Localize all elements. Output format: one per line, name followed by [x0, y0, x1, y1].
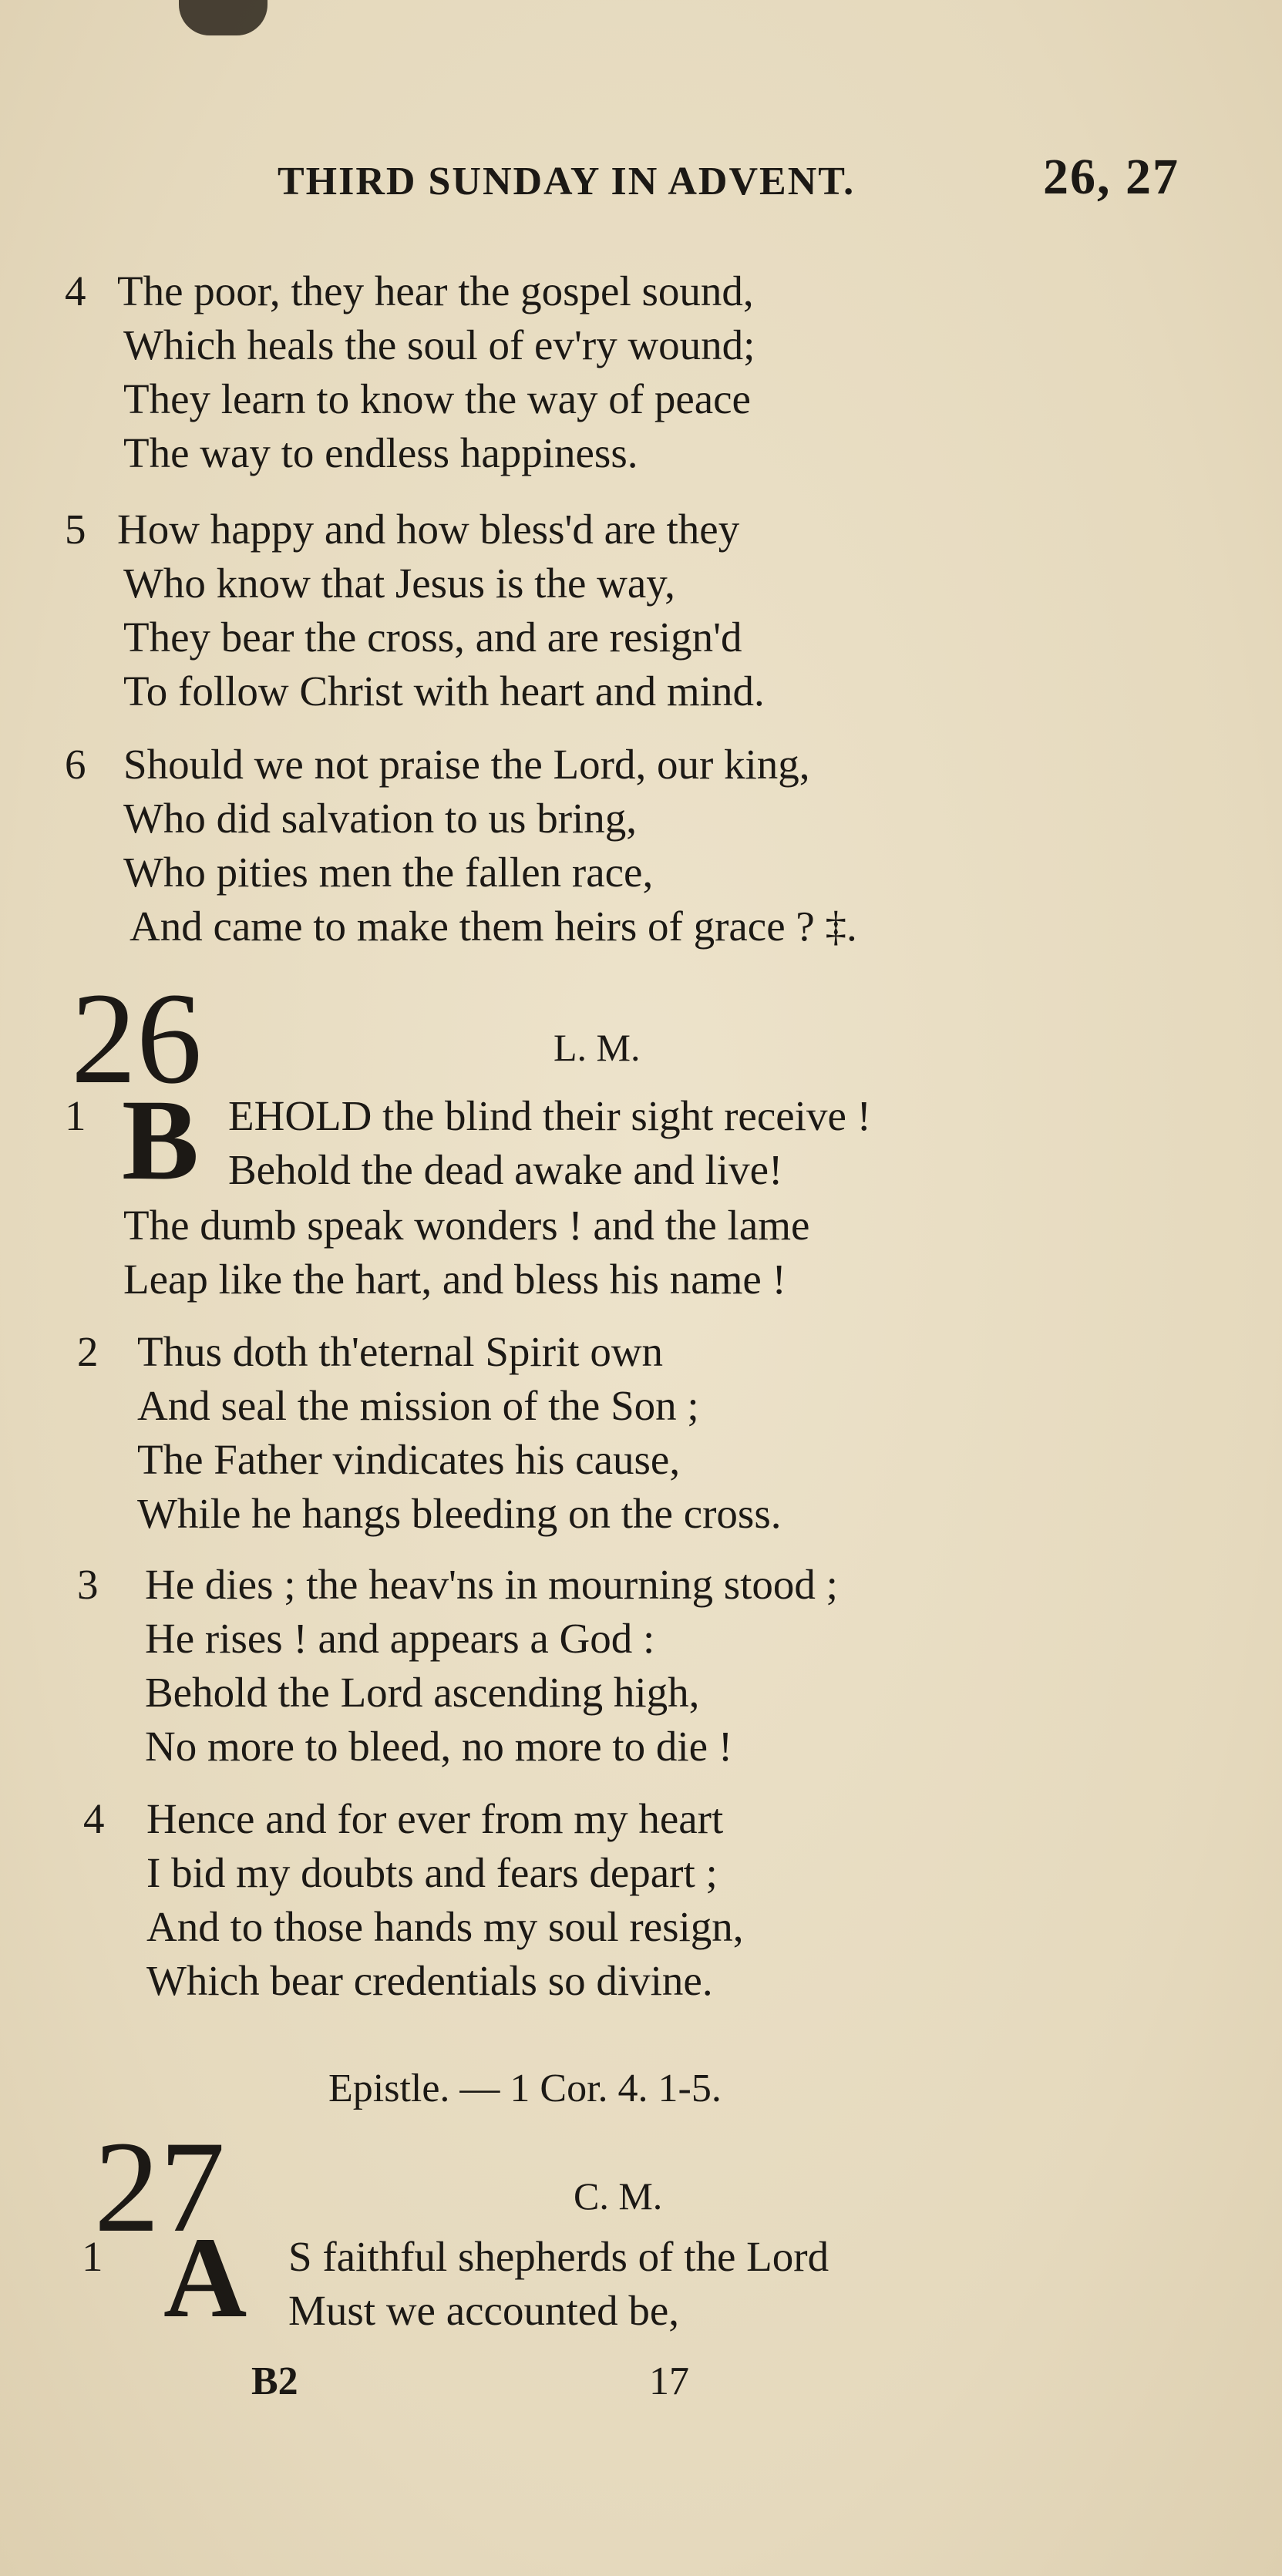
- verse-line: S faithful shepherds of the Lord: [288, 2233, 829, 2280]
- header-hymn-numbers: 26, 27: [1043, 149, 1179, 205]
- verse-number: 5: [65, 506, 86, 553]
- verse-line: Must we accounted be,: [288, 2287, 680, 2334]
- verse-line: Who know that Jesus is the way,: [123, 560, 675, 607]
- verse-line: And came to make them heirs of grace ? ‡.: [130, 903, 857, 950]
- verse-line: And seal the mission of the Son ;: [137, 1382, 699, 1429]
- hymn-number: 27: [94, 2114, 225, 2259]
- verse-line: EHOLD the blind their sight receive !: [228, 1092, 871, 1139]
- verse-number: 1: [65, 1092, 86, 1139]
- epistle-heading: Epistle. — 1 Cor. 4. 1-5.: [328, 2067, 722, 2110]
- verse-number: 3: [77, 1561, 99, 1608]
- page-number: 17: [649, 2359, 689, 2403]
- hymn-meter: L. M.: [554, 1026, 641, 1069]
- verse-line: The Father vindicates his cause,: [137, 1436, 681, 1483]
- verse-line: And to those hands my soul resign,: [146, 1903, 744, 1950]
- drop-cap: A: [163, 2214, 247, 2342]
- verse-number: 6: [65, 741, 86, 788]
- verse-line: Which bear credentials so divine.: [146, 1957, 713, 2004]
- verse-line: The dumb speak wonders ! and the lame: [123, 1202, 810, 1249]
- verse-line: To follow Christ with heart and mind.: [123, 668, 765, 715]
- hymn-meter: C. M.: [574, 2174, 663, 2218]
- verse-line: Behold the Lord ascending high,: [145, 1669, 700, 1716]
- verse-line: How happy and how bless'd are they: [117, 506, 740, 553]
- verse-line: Which heals the soul of ev'ry wound;: [123, 321, 755, 368]
- verse-number: 1: [82, 2233, 103, 2280]
- verse-line: They learn to know the way of peace: [123, 375, 751, 422]
- verse-number: 4: [65, 267, 86, 314]
- verse-line: Who did salvation to us bring,: [123, 795, 638, 842]
- hymn-number: 26: [71, 966, 202, 1111]
- verse-line: The way to endless happiness.: [123, 429, 638, 476]
- verse-line: Leap like the hart, and bless his name !: [123, 1256, 786, 1303]
- verse-line: Behold the dead awake and live!: [228, 1146, 783, 1193]
- running-header: [278, 148, 1179, 210]
- verse-line: No more to bleed, no more to die !: [145, 1723, 733, 1770]
- verse-line: While he hangs bleeding on the cross.: [137, 1490, 782, 1537]
- verse-line: Who pities men the fallen race,: [123, 849, 654, 896]
- verse-line: They bear the cross, and are resign'd: [123, 614, 742, 661]
- verse-line: Hence and for ever from my heart: [146, 1795, 724, 1842]
- header-title: THIRD SUNDAY IN ADVENT.: [278, 160, 856, 203]
- drop-cap: B: [122, 1076, 200, 1204]
- verse-number: 4: [83, 1795, 105, 1842]
- verse-number: 2: [77, 1328, 99, 1375]
- verse-line: I bid my doubts and fears depart ;: [146, 1849, 718, 1896]
- verse-line: He dies ; the heav'ns in mourning stood ;: [145, 1561, 838, 1608]
- verse-line: The poor, they hear the gospel sound,: [117, 267, 754, 314]
- verse-line: Should we not praise the Lord, our king,: [123, 741, 810, 788]
- verse-line: Thus doth th'eternal Spirit own: [137, 1328, 664, 1375]
- ink-smudge: [179, 0, 268, 35]
- verse-line: He rises ! and appears a God :: [145, 1615, 655, 1662]
- signature-mark: B2: [251, 2359, 298, 2403]
